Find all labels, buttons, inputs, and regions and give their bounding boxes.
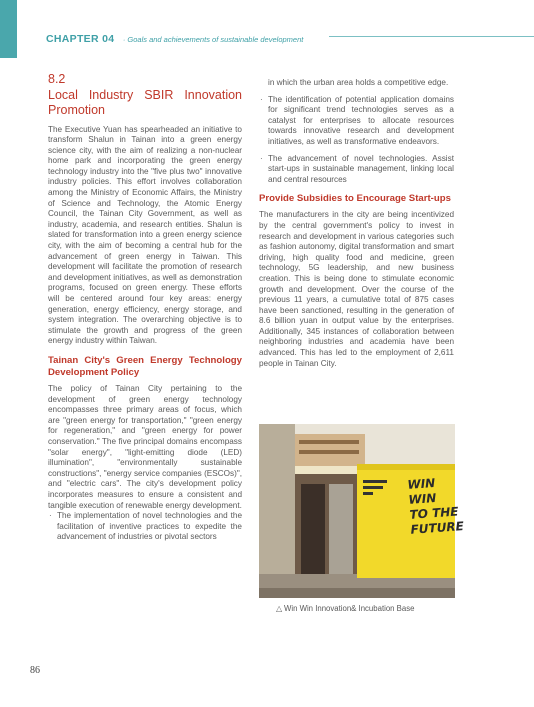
- list-item: [259, 154, 454, 186]
- chapter-header: [46, 29, 486, 43]
- bullet-icon: ·: [260, 153, 263, 163]
- subsidies-heading: Provide Subsidies to Encourage Start-ups: [259, 193, 451, 205]
- banner-text: [407, 474, 464, 538]
- caption-text: Win Win Innovation& Incubation Base: [284, 604, 415, 613]
- policy-paragraph: The policy of Tainan City pertaining to the development of green energy technology encompasses three primary areas of focus, which are "green energy for transportation," "green energy for regeneration," and "green energy for power conservation." The five principal domains encompass "solar energy", "light-emitting diode (LED) illumination", "environmentally sustainable constructions", "energy service companies (ESCOs)", and "electric cars". The city's development policy incorporates measures to ensure a consistent and tangible execution of renewable energy development.: [48, 383, 242, 510]
- banner-line-2: TO THE: [409, 504, 459, 522]
- incubation-base-photo: [259, 424, 465, 598]
- right-column: [259, 78, 454, 369]
- photo-caption: [276, 604, 456, 613]
- bullet-text: The advancement of novel technologies. Assist start-ups in sustainable management, linking local and central resources: [268, 153, 454, 184]
- intro-paragraph: The Executive Yuan has spearheaded an initiative to transform Shalun in Tainan into a green energy science city, with the aim of realizing a non-nuclear home park and incorporating the green energy technology industry into the "five plus two" innovative industry policies. This effort involves collaboration among the Ministry of Economic Affairs, the Ministry of Science and Technology, the Atomic Energy Council, the Tainan City Government, as well as industry, academia, and research entities. Shalun is slated for transformation into a green energy science city, with the aim of becoming a central hub for the advancement of green energy in Taiwan. This development will facilitate the promotion of research and development initiatives, as well as demonstration programs, focused on green energy. These efforts will be centered around four key areas: energy generation, energy efficiency, energy storage, and system integration. The overarching objective is to stimulate the growth and progress of the green energy industry within Taiwan.: [48, 124, 242, 346]
- banner-line-1: WIN WIN: [406, 475, 437, 507]
- left-column: [48, 72, 242, 543]
- list-item: [48, 511, 242, 543]
- header-rule: [329, 36, 534, 37]
- banner-line-3: FUTURE: [410, 519, 465, 537]
- policy-heading: Tainan City's Green Energy Technology Development Policy: [48, 354, 242, 378]
- chapter-tab: [0, 0, 17, 58]
- subsidies-paragraph: The manufacturers in the city are being incentivized by the central government's policy to invest in research and development in various categories such as fashion autonomy, digital transformation and smart driving, high quality food and medicine, green technology, 5G leadership, and new business creation. This is being done to stimulate economic growth and development. Over the course of the previous 11 years, a cumulative total of 875 cases have been sanctioned, resulting in the generation of 8.6 billion yuan in output value by the enterprises. Additionally, 345 instances of collaboration between neighboring industries and academia have been advanced. This has led to the employment of 2,611 people in Tainan City.: [259, 210, 454, 368]
- bullet-icon: ·: [49, 511, 52, 521]
- bullet-icon: ·: [260, 94, 263, 104]
- page-number: 86: [30, 665, 40, 676]
- section-number: 8.2: [48, 72, 66, 86]
- list-item: [259, 95, 454, 148]
- bullet-continuation: in which the urban area holds a competitive edge.: [268, 78, 449, 87]
- triangle-icon: △: [276, 604, 282, 613]
- bullet-text-part1: The implementation of novel technologies and the facilitation of inventive practices to expedite the advancement of industries or pivotal sectors: [57, 511, 242, 542]
- section-heading: [48, 72, 242, 119]
- section-title: Local Industry SBIR Innovation Promotion: [48, 87, 242, 117]
- bullet-text: The identification of potential application domains for significant trend technologies serves as a catalyst for enterprises to allocate resources towards innovative research and development initiatives, as well as transformative endeavors.: [268, 94, 454, 146]
- chapter-label: CHAPTER 04: [46, 33, 115, 45]
- chapter-subtitle: · Goals and achievements of sustainable development: [122, 35, 304, 44]
